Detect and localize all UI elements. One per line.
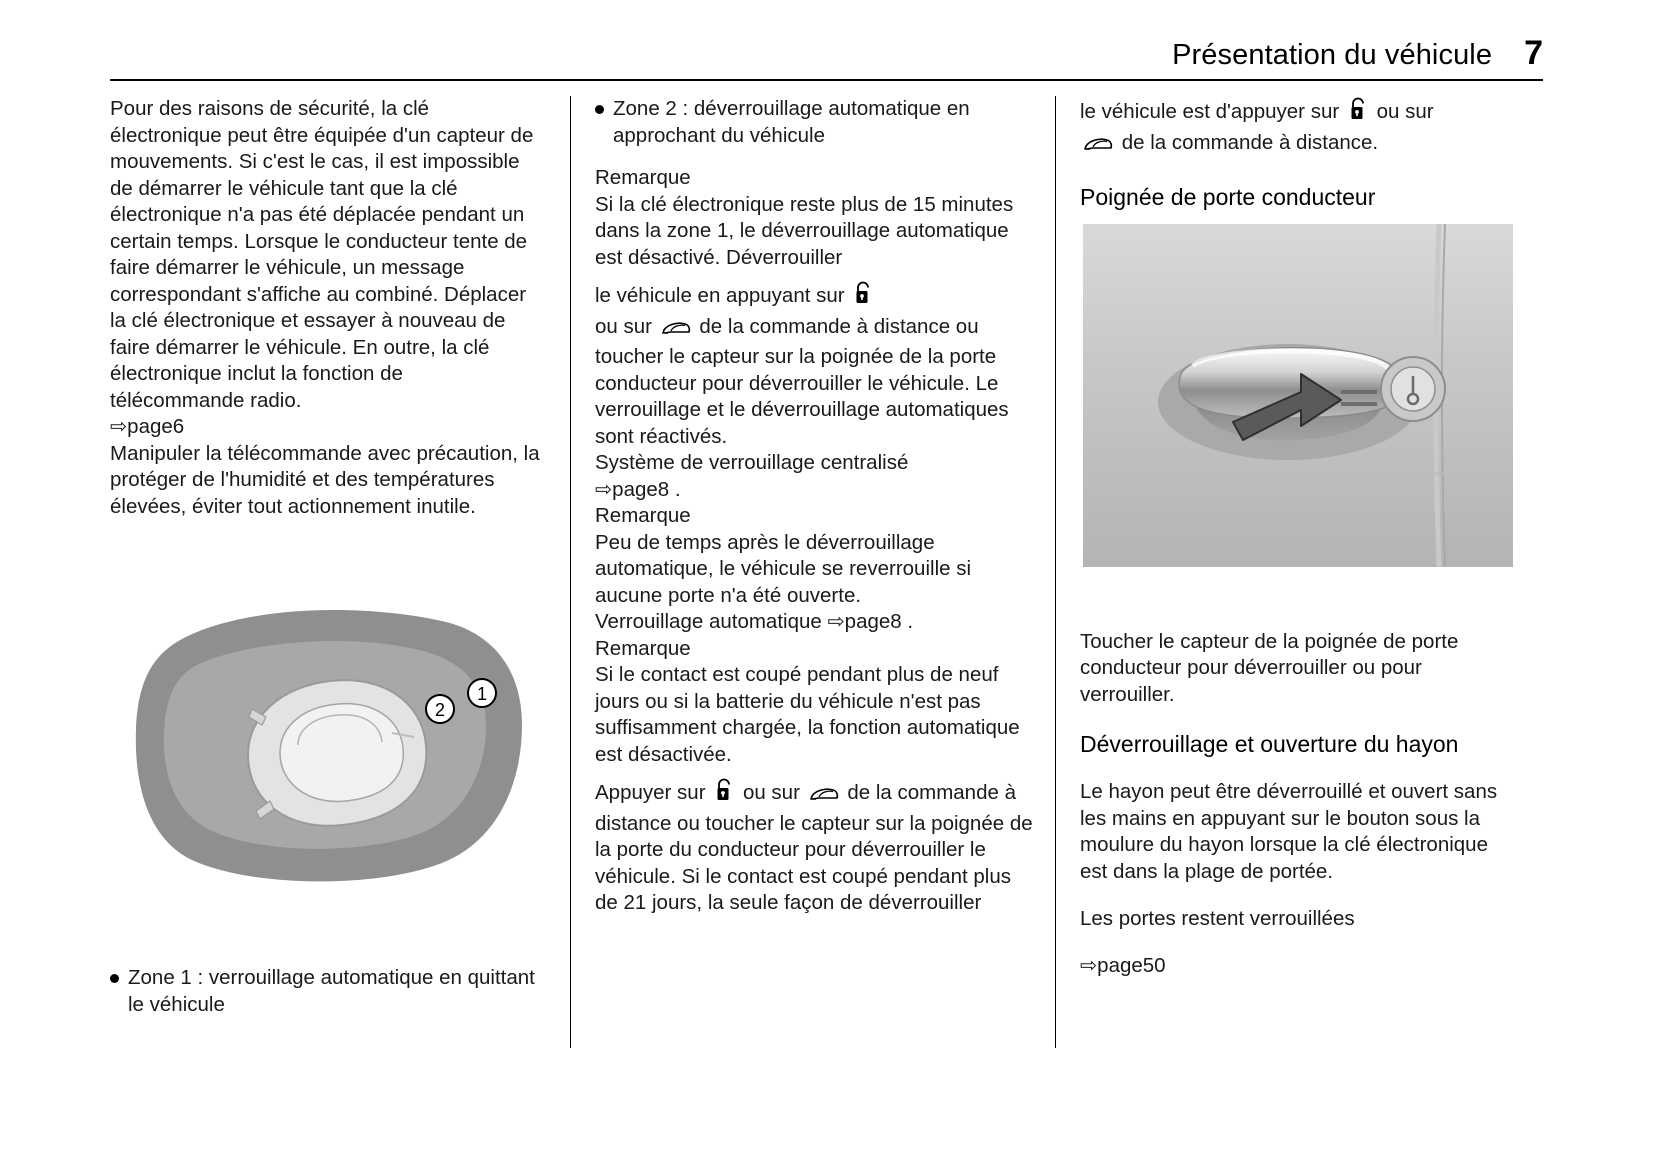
press-instruction (595, 777, 1035, 917)
remote-car-icon (809, 784, 839, 811)
continuation-part-b: ou sur (1376, 100, 1434, 123)
unlock-icon (714, 777, 734, 811)
press-instruction-part-b: ou sur (742, 781, 800, 804)
header-divider (110, 79, 1543, 81)
unlock-instruction-part-b: ou sur (595, 314, 652, 338)
page-header (110, 34, 1543, 73)
paragraph-safety-key: Pour des raisons de sécurité, la clé électronique peut être équipée d'un capteur de mouvements. Si c'est le cas, il est impossible de démarrer le véhicule tant que la clé électronique n'a pas été déplacée pendant un certain temps. Lorsque le conducteur tente de faire démarrer le véhicule, un message correspondant s'affiche au combiné. Déplacer la clé électronique et essayer à nouveau de faire démarrer le véhicule. En outre, la clé électronique inclut la fonction de télécommande radio. (110, 97, 534, 412)
auto-lock-text: Verrouillage automatique (595, 610, 822, 633)
column-2 (595, 96, 1035, 917)
continuation-part-c: de la commande à distance. (1121, 130, 1379, 154)
column-3 (1080, 96, 1517, 220)
svg-text:1: 1 (476, 684, 488, 704)
remote-car-icon (661, 318, 691, 345)
unlock-instruction-part-a: le véhicule en appuyant sur (595, 284, 845, 307)
column-divider-2 (1055, 96, 1056, 1048)
press-instruction-part-a: Appuyer sur (595, 781, 706, 804)
unlock-instruction-part-c: de la commande à distance ou toucher le capteur sur la poignée de la porte conducteur pour déverrouiller le véhicule. Le verrouillage et le déverrouillage automatiques sont réactivés. (595, 314, 1009, 448)
svg-text:2: 2 (434, 700, 446, 720)
continuation-part-a: le véhicule est d'appuyer sur (1080, 100, 1340, 123)
paragraph-remote-care: Manipuler la télécommande avec précaution, la protéger de l'humidité et des températures élevées, éviter tout actionnement inutile. (110, 441, 540, 518)
figure-caption-text: Zone 1 : verrouillage automatique en quittant le véhicule (128, 966, 535, 1016)
remote-car-icon (1083, 134, 1113, 161)
remark-1-text: Si la clé électronique reste plus de 15 minutes dans la zone 1, le déverrouillage automatique est désactivé. Déverrouiller (595, 192, 1014, 269)
auto-lock-ref: ⇨page8 . (827, 610, 914, 633)
door-handle-caption: Toucher le capteur de la poignée de porte conducteur pour déverrouiller ou pour verrouiller. (1080, 629, 1459, 706)
vehicle-zones-diagram (130, 605, 530, 885)
unlock-icon (1348, 96, 1368, 130)
central-lock-text: Système de verrouillage centralisé (595, 451, 909, 474)
tailgate-ref: ⇨page50 (1080, 953, 1166, 977)
auto-lock-line (595, 609, 1035, 636)
page-number: 7 (1524, 34, 1543, 72)
remark-1-title: Remarque (595, 166, 691, 189)
page-title: Présentation du véhicule (1172, 39, 1493, 71)
remark-3-text: Si le contact est coupé pendant plus de neuf jours ou si la batterie du véhicule n'est pas suffisamment chargée, la fonction automatique est désactivée. (595, 663, 1020, 766)
continuation-paragraph (1080, 96, 1517, 160)
bullet-icon (110, 974, 119, 983)
bullet-zone2-text: Zone 2 : déverrouillage automatique en approchant du véhicule (613, 97, 970, 147)
bullet-icon (595, 105, 604, 114)
unlock-icon (853, 280, 873, 314)
section-title-door-handle: Poignée de porte conducteur (1080, 184, 1376, 210)
column-divider-1 (570, 96, 571, 1048)
remark-3-title: Remarque (595, 636, 691, 660)
tailgate-text: Le hayon peut être déverrouillé et ouvert sans les mains en appuyant sur le bouton sous la moulure du hayon lorsque la clé électronique est dans la plage de portée. (1080, 780, 1498, 883)
column-3-lower (1080, 608, 1517, 1000)
central-lock-ref: ⇨page8 . (595, 477, 681, 501)
section-title-tailgate: Déverrouillage et ouverture du hayon (1080, 730, 1459, 757)
press-instruction-part-c: de la commande à distance ou toucher le capteur sur la poignée de la porte du conducteur pour déverrouiller le véhicule. Si le contact est coupé pendant plus de 21 jours, la seule façon de déverrouiller (595, 781, 1033, 914)
bullet-zone2 (595, 96, 1035, 149)
tailgate-text-2: Les portes restent verrouillées (1080, 906, 1355, 930)
door-handle-photo (1083, 224, 1513, 567)
column-1 (110, 96, 540, 520)
figure-caption-zone1 (110, 965, 540, 1018)
remark-2-text: Peu de temps après le déverrouillage automatique, le véhicule se reverrouille si aucune porte n'a été ouverte. (595, 530, 972, 607)
unlock-instruction (595, 280, 1035, 450)
crossref-page6: ⇨page6 (110, 415, 185, 438)
remark-2-title: Remarque (595, 504, 691, 527)
